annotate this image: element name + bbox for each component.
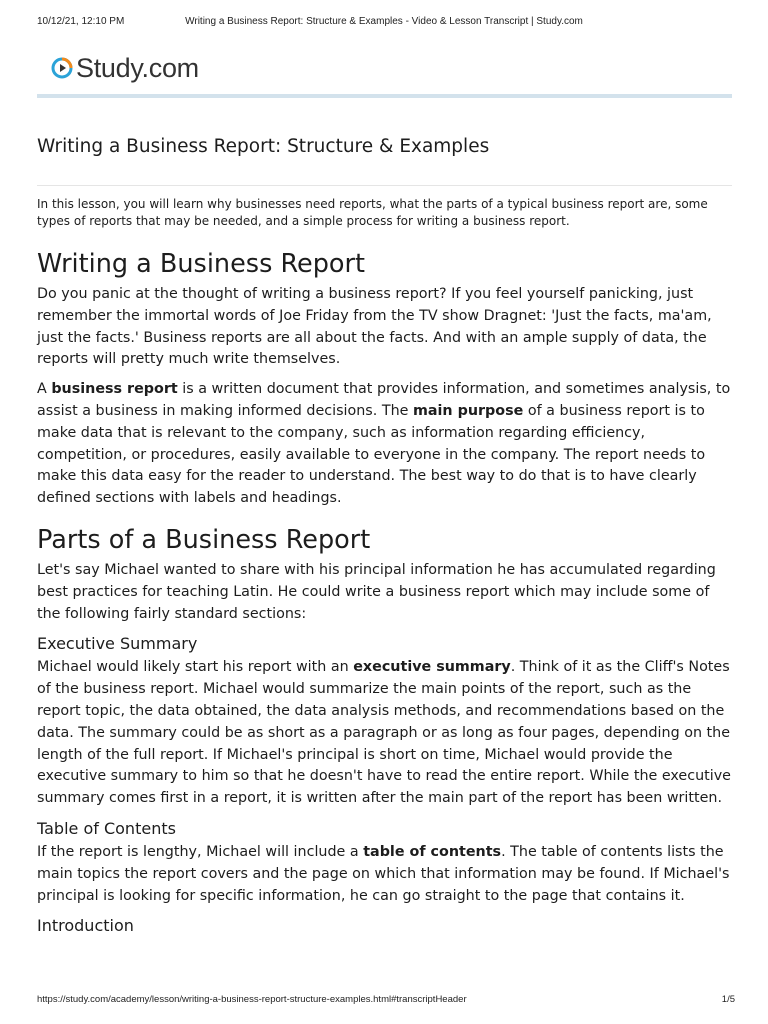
print-url: https://study.com/academy/lesson/writing-a-business-report-structure-examples.html#transcriptHeader bbox=[37, 994, 467, 1005]
header-divider bbox=[37, 94, 732, 98]
section-heading-writing: Writing a Business Report bbox=[37, 249, 365, 279]
lesson-title: Writing a Business Report: Structure & Examples bbox=[37, 136, 490, 157]
lesson-description: In this lesson, you will learn why businesses need reports, what the parts of a typical business report are, some types of reports that may be needed, and a simple process for writing a business report. bbox=[37, 197, 708, 228]
term-executive-summary: executive summary bbox=[353, 659, 511, 676]
term-main-purpose: main purpose bbox=[412, 402, 524, 419]
paragraph-intro: Do you panic at the thought of writing a business report? If you feel yourself panicking, just remember the immortal words of Joe Friday from the TV show Dragnet: 'Just the facts, ma'am, just the facts.' Business reports are all about the facts. And with an ample supply of data, the reports will pretty much write themselves. bbox=[37, 286, 712, 368]
subheading-introduction: Introduction bbox=[37, 916, 134, 936]
paragraph-parts-intro: Let's say Michael wanted to share with his principal information he has accumulated regarding best practices for teaching Latin. He could write a business report which may include some of the following fairly standard sections: bbox=[37, 561, 716, 622]
section-heading-parts: Parts of a Business Report bbox=[37, 524, 371, 555]
title-divider bbox=[37, 185, 732, 186]
print-footer bbox=[0, 994, 768, 1008]
paragraph-definition: A business report is a written document that provides information, and sometimes analysis, to assist a business in making informed decisions. The main purpose of a business report is to make data that is relevant to the company, such as information regarding efficiency, competition, or procedures, easily available to everyone in the company. The report needs to make this data easy for the reader to understand. The best way to do that is to have clearly defined sections with labels and headings. bbox=[37, 381, 731, 507]
print-header bbox=[0, 16, 768, 30]
logo-text: Study.com bbox=[76, 52, 199, 83]
print-page-title: Writing a Business Report: Structure & Examples - Video & Lesson Transcript | Study.com bbox=[185, 16, 583, 27]
subheading-executive-summary: Executive Summary bbox=[37, 634, 198, 654]
play-circle-icon bbox=[51, 57, 73, 79]
page-number: 1/5 bbox=[721, 994, 735, 1005]
paragraph-table-of-contents: If the report is lengthy, Michael will include a table of contents. The table of contents lists the main topics the report covers and the page on which that information may be found. If Michael's principal is looking for specific information, he can go straight to the page that contains it. bbox=[37, 843, 730, 904]
study-logo[interactable] bbox=[51, 51, 199, 85]
term-table-of-contents: table of contents bbox=[363, 843, 502, 860]
term-business-report: business report bbox=[51, 381, 178, 398]
subheading-table-of-contents: Table of Contents bbox=[37, 818, 176, 838]
article-body bbox=[37, 248, 732, 939]
print-date: 10/12/21, 12:10 PM bbox=[37, 16, 125, 27]
paragraph-executive-summary: Michael would likely start his report with an executive summary. Think of it as the Cliff's Notes of the business report. Michael would summarize the main points of the report, such as the report topic, the data obtained, the data analysis methods, and recommendations based on the data. The summary could be as short as a paragraph or as long as four pages, depending on the length of the full report. If Michael's principal is short on time, Michael would provide the executive summary to him so that he doesn't have to read the entire report. While the executive summary comes first in a report, it is written after the main part of the report has been written. bbox=[37, 659, 731, 807]
